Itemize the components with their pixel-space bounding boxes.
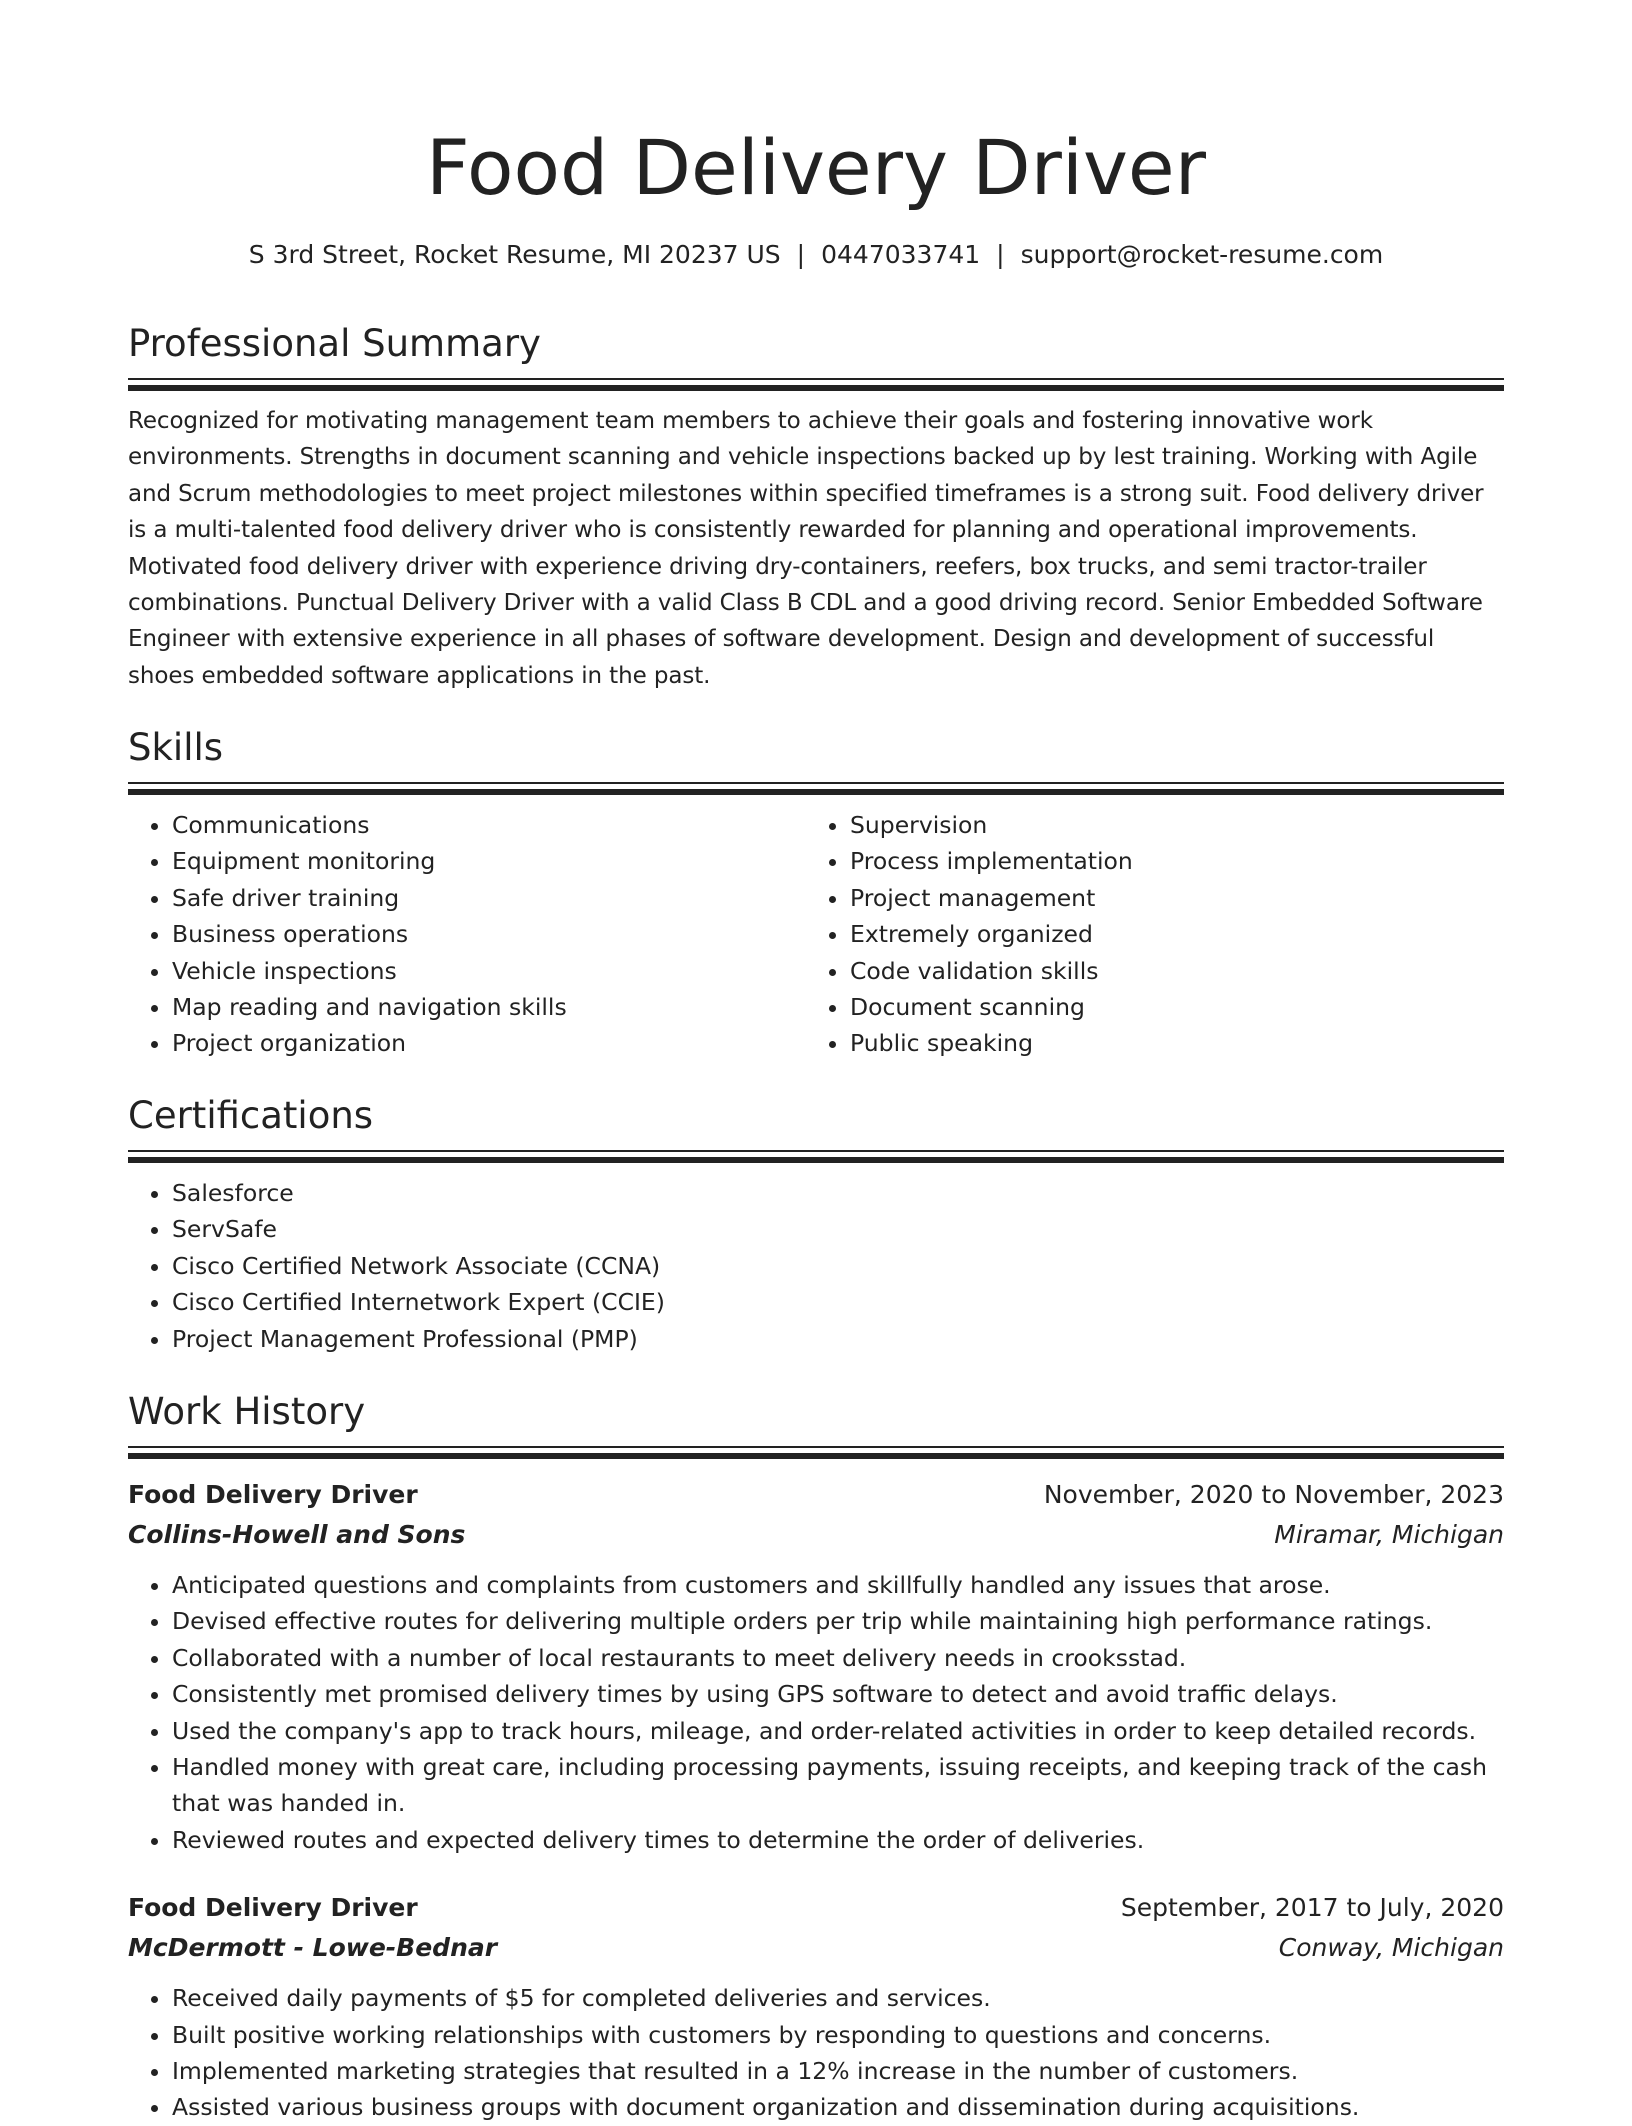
job-company: McDermott - Lowe-Bednar [128, 1933, 498, 1963]
section-title-certifications: Certifications [128, 1094, 374, 1137]
job-dates: November, 2020 to November, 2023 [1043, 1480, 1504, 1509]
list-item: • Extremely organized [850, 916, 1548, 952]
list-item: • Project management [850, 880, 1548, 916]
contact-separator: | [796, 240, 806, 269]
list-item: • Process implementation [850, 843, 1548, 879]
job-entry [128, 1475, 1504, 1858]
list-item: • Code validation skills [850, 953, 1548, 989]
section-rule-thick [128, 385, 1504, 391]
job-header [128, 1888, 1504, 1928]
section-rule-thick [128, 1453, 1504, 1459]
list-item: • Used the company's app to track hours, mileage, and order-related activities in order to keep detailed records. [172, 1713, 1504, 1749]
job-dates: September, 2017 to July, 2020 [1120, 1893, 1504, 1923]
skills-columns [128, 795, 1504, 1062]
job-duties-list [128, 1980, 1504, 2126]
contact-email: support@rocket-resume.com [1020, 240, 1384, 269]
section-title-summary: Professional Summary [128, 322, 541, 365]
section-rule [128, 1150, 1504, 1152]
list-item: • Map reading and navigation skills [172, 989, 806, 1025]
contact-phone: 0447033741 [821, 240, 981, 269]
job-entry [128, 1888, 1504, 2126]
certifications-section [128, 1090, 1504, 1357]
list-item: • Equipment monitoring [172, 843, 806, 879]
list-item: • Cisco Certified Internetwork Expert (CCIE) [172, 1284, 1504, 1320]
job-title: Food Delivery Driver [128, 1480, 418, 1509]
job-subheader [128, 1515, 1504, 1555]
list-item: • Document scanning [850, 989, 1548, 1025]
list-item: • Devised effective routes for delivering multiple orders per trip while maintaining high performance ratings. [172, 1603, 1504, 1639]
list-item: • Built positive working relationships with customers by responding to questions and concerns. [172, 2017, 1504, 2053]
candidate-name: Food Delivery Driver [426, 123, 1206, 212]
list-item: • Project organization [172, 1025, 806, 1061]
job-duties-list [128, 1567, 1504, 1858]
job-location: Miramar, Michigan [1274, 1520, 1504, 1549]
list-item: • Salesforce [172, 1175, 1504, 1211]
skills-list-right [806, 807, 1548, 1062]
certifications-list [128, 1175, 1504, 1357]
section-rule [128, 1446, 1504, 1448]
list-item: • Collaborated with a number of local restaurants to meet delivery needs in crooksstad. [172, 1640, 1504, 1676]
section-title-skills: Skills [128, 726, 224, 769]
list-item: • Cisco Certified Network Associate (CCNA) [172, 1248, 1504, 1284]
list-item: • Consistently met promised delivery times by using GPS software to detect and avoid traffic delays. [172, 1676, 1504, 1712]
list-item: • Supervision [850, 807, 1548, 843]
skills-list-left [128, 807, 806, 1062]
job-subheader [128, 1928, 1504, 1968]
summary-text: Recognized for motivating management team members to achieve their goals and fostering innovative work environments. Strengths in document scanning and vehicle inspections backed up by lest training. Working with Agile and Scrum methodologies to meet project milestones within specified timeframes is a strong suit. Food delivery driver is a multi-talented food delivery driver who is consistently rewarded for planning and operational improvements. Motivated food delivery driver with experience driving dry-containers, reefers, box trucks, and semi tractor-trailer combinations. Punctual Delivery Driver with a valid Class B CDL and a good driving record. Senior Embedded Software Engineer with extensive experience in all phases of software development. Design and development of successful shoes embedded software applications in the past. [128, 408, 1484, 689]
list-item: • Vehicle inspections [172, 953, 806, 989]
list-item: • Safe driver training [172, 880, 806, 916]
job-location: Conway, Michigan [1278, 1933, 1504, 1963]
job-company: Collins-Howell and Sons [128, 1520, 466, 1549]
list-item: • ServSafe [172, 1211, 1504, 1247]
list-item: • Anticipated questions and complaints from customers and skillfully handled any issues that arose. [172, 1567, 1504, 1603]
section-rule [128, 378, 1504, 380]
job-title: Food Delivery Driver [128, 1893, 418, 1923]
summary-section [128, 318, 1504, 694]
section-title-work-history: Work History [128, 1390, 366, 1433]
list-item: • Project Management Professional (PMP) [172, 1321, 1504, 1357]
job-header [128, 1475, 1504, 1515]
section-rule [128, 782, 1504, 784]
list-item: • Assisted various business groups with document organization and dissemination during acquisitions. [172, 2089, 1504, 2125]
section-rule-thick [128, 1157, 1504, 1163]
list-item: • Business operations [172, 916, 806, 952]
list-item: • Handled money with great care, including processing payments, issuing receipts, and keeping track of the cash that was handed in. [172, 1749, 1504, 1822]
work-history-section [128, 1386, 1504, 2126]
contact-address: S 3rd Street, Rocket Resume, MI 20237 US [248, 240, 781, 269]
list-item: • Received daily payments of $5 for completed deliveries and services. [172, 1980, 1504, 2016]
skills-section [128, 722, 1504, 1062]
list-item: • Communications [172, 807, 806, 843]
contact-separator: | [996, 240, 1005, 269]
list-item: • Implemented marketing strategies that resulted in a 12% increase in the number of customers. [172, 2053, 1504, 2089]
list-item: • Public speaking [850, 1025, 1548, 1061]
contact-line [128, 236, 1504, 274]
list-item: • Reviewed routes and expected delivery times to determine the order of deliveries. [172, 1822, 1504, 1858]
